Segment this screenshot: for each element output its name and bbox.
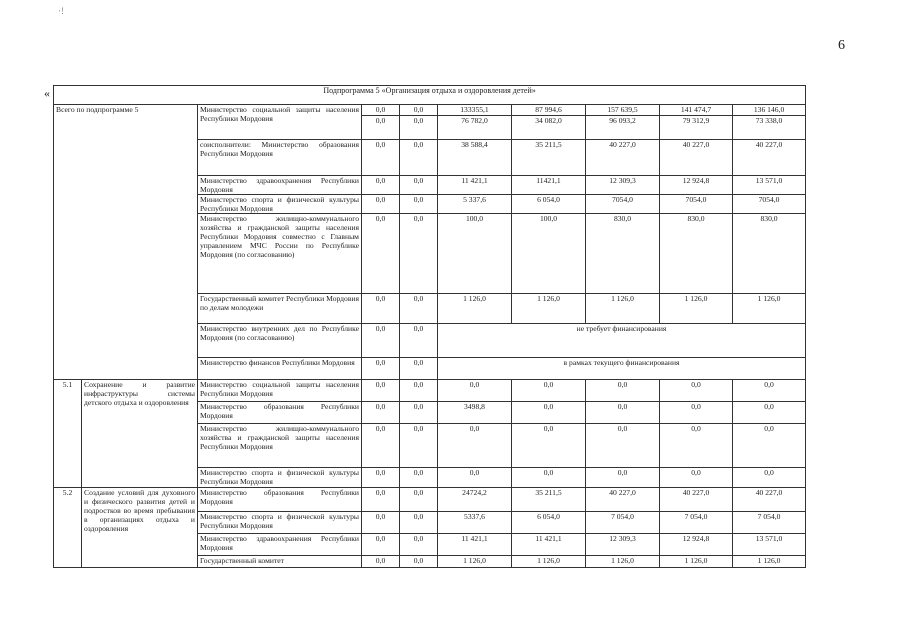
budget-table — [53, 85, 806, 568]
value-cell: 7 054,0 — [733, 512, 806, 534]
value-cell: 0,0 — [400, 488, 438, 512]
value-cell: 0,0 — [362, 358, 400, 380]
executor-cell: Министерство финансов Республики Мордовия — [198, 358, 362, 380]
value-cell: 0,0 — [400, 534, 438, 556]
value-cell: 6 054,0 — [512, 195, 586, 214]
value-cell: 1 126,0 — [733, 556, 806, 568]
value-cell: 0,0 — [362, 140, 400, 176]
value-cell: 0,0 — [362, 176, 400, 195]
total-label: Всего по подпрограмме 5 — [54, 105, 198, 380]
value-cell: 830,0 — [660, 214, 733, 294]
value-cell: 1 126,0 — [586, 556, 660, 568]
value-cell: 0,0 — [586, 468, 660, 488]
value-cell: 7054,0 — [733, 195, 806, 214]
value-cell: 0,0 — [400, 556, 438, 568]
value-cell: 11 421,1 — [512, 534, 586, 556]
value-cell: 0,0 — [438, 380, 512, 402]
executor-cell: Министерство образования Республики Мордовия — [198, 402, 362, 424]
value-cell: 38 588,4 — [438, 140, 512, 176]
value-cell: 0,0 — [362, 105, 400, 116]
value-cell: 0,0 — [400, 195, 438, 214]
section-5-1-name: Сохранение и развитие инфраструктуры системы детского отдыха и оздоровления — [82, 380, 198, 488]
value-cell: 100,0 — [438, 214, 512, 294]
value-cell: 13 571,0 — [733, 176, 806, 195]
value-cell: 0,0 — [362, 195, 400, 214]
value-cell: 0,0 — [733, 380, 806, 402]
value-cell: 40 227,0 — [733, 488, 806, 512]
value-cell: 830,0 — [733, 214, 806, 294]
executor-cell: Министерство образования Республики Мордовия — [198, 488, 362, 512]
value-cell: 0,0 — [586, 402, 660, 424]
value-cell: 1 126,0 — [660, 294, 733, 324]
value-cell: 7 054,0 — [586, 512, 660, 534]
executor-cell: Министерство внутренних дел по Республике Мордовия (по согласованию) — [198, 324, 362, 358]
value-cell: 7054,0 — [586, 195, 660, 214]
value-cell: 0,0 — [362, 556, 400, 568]
executor-cell: Министерство жилищно-коммунального хозяйства и гражданской защиты населения Республики Мордовия совместно с Главным управлением МЧС России по Республике Мордовия (по согласованию) — [198, 214, 362, 294]
value-cell: 157 639,5 — [586, 105, 660, 116]
value-cell: 100,0 — [512, 214, 586, 294]
financing-note: в рамках текущего финансирования — [438, 358, 806, 380]
value-cell: 0,0 — [400, 380, 438, 402]
value-cell: 0,0 — [400, 294, 438, 324]
value-cell: 7054,0 — [660, 195, 733, 214]
value-cell: 0,0 — [400, 105, 438, 116]
section-5-1-number: 5.1 — [54, 380, 82, 488]
value-cell: 0,0 — [660, 468, 733, 488]
value-cell: 40 227,0 — [660, 488, 733, 512]
value-cell: 40 227,0 — [733, 140, 806, 176]
value-cell: 87 994,6 — [512, 105, 586, 116]
value-cell: 0,0 — [400, 358, 438, 380]
value-cell: 1 126,0 — [733, 294, 806, 324]
value-cell: 40 227,0 — [586, 140, 660, 176]
value-cell: 5337,6 — [438, 512, 512, 534]
value-cell: 0,0 — [400, 176, 438, 195]
value-cell: 1 126,0 — [512, 556, 586, 568]
executor-cell: Министерство здравоохранения Республики Мордовия — [198, 176, 362, 195]
value-cell: 0,0 — [438, 424, 512, 468]
executor-cell: Министерство спорта и физической культуры Республики Мордовия — [198, 468, 362, 488]
value-cell: 0,0 — [512, 402, 586, 424]
value-cell: 141 474,7 — [660, 105, 733, 116]
value-cell: 0,0 — [362, 424, 400, 468]
financing-note: не требует финансирования — [438, 324, 806, 358]
subprogram-title: Подпрограмма 5 «Организация отдыха и оздоровления детей» — [54, 86, 806, 105]
value-cell: 1 126,0 — [438, 294, 512, 324]
quote-mark: « — [44, 86, 50, 100]
value-cell: 0,0 — [512, 380, 586, 402]
page-number: 6 — [838, 38, 845, 53]
value-cell: 0,0 — [362, 402, 400, 424]
value-cell: 11 421,1 — [438, 534, 512, 556]
table-title-row — [54, 86, 806, 105]
value-cell: 11 421,1 — [438, 176, 512, 195]
value-cell: 0,0 — [438, 468, 512, 488]
value-cell: 7 054,0 — [660, 512, 733, 534]
executor-cell: Министерство социальной защиты населения Республики Мордовия — [198, 380, 362, 402]
executor-cell: Министерство спорта и физической культуры Республики Мордовия — [198, 195, 362, 214]
value-cell: 1 126,0 — [512, 294, 586, 324]
value-cell: 13 571,0 — [733, 534, 806, 556]
value-cell: 0,0 — [400, 116, 438, 140]
value-cell: 830,0 — [586, 214, 660, 294]
value-cell: 6 054,0 — [512, 512, 586, 534]
section-5-2-name: Создание условий для духовного и физического развития детей и подростков во время пребывания в организациях отдыха и оздоровления — [82, 488, 198, 568]
value-cell: 5 337,6 — [438, 195, 512, 214]
value-cell: 0,0 — [586, 380, 660, 402]
value-cell: 0,0 — [733, 424, 806, 468]
value-cell: 34 082,0 — [512, 116, 586, 140]
value-cell: 0,0 — [362, 512, 400, 534]
value-cell: 0,0 — [362, 534, 400, 556]
section-5-2-number: 5.2 — [54, 488, 82, 568]
value-cell: 0,0 — [362, 324, 400, 358]
table-row — [54, 105, 806, 116]
value-cell: 12 924,8 — [660, 534, 733, 556]
value-cell: 1 126,0 — [438, 556, 512, 568]
value-cell: 0,0 — [400, 214, 438, 294]
value-cell: 73 338,0 — [733, 116, 806, 140]
value-cell: 0,0 — [400, 468, 438, 488]
value-cell: 0,0 — [660, 380, 733, 402]
value-cell: 24724,2 — [438, 488, 512, 512]
executor-cell: Государственный комитет Республики Мордовия по делам молодежи — [198, 294, 362, 324]
value-cell: 133355,1 — [438, 105, 512, 116]
value-cell: 40 227,0 — [660, 140, 733, 176]
executor-cell: Министерство социальной защиты населения Республики Мордовия — [198, 105, 362, 140]
executor-cell: Государственный комитет — [198, 556, 362, 568]
value-cell: 0,0 — [733, 402, 806, 424]
value-cell: 0,0 — [660, 402, 733, 424]
value-cell: 0,0 — [362, 294, 400, 324]
value-cell: 0,0 — [512, 424, 586, 468]
table-row — [54, 488, 806, 512]
value-cell: 11421,1 — [512, 176, 586, 195]
value-cell: 96 093,2 — [586, 116, 660, 140]
value-cell: 0,0 — [400, 424, 438, 468]
value-cell: 12 309,3 — [586, 176, 660, 195]
value-cell: 12 309,3 — [586, 534, 660, 556]
value-cell: 0,0 — [660, 424, 733, 468]
value-cell: 12 924,8 — [660, 176, 733, 195]
value-cell: 0,0 — [400, 140, 438, 176]
value-cell: 0,0 — [512, 468, 586, 488]
value-cell: 0,0 — [362, 116, 400, 140]
value-cell: 1 126,0 — [660, 556, 733, 568]
value-cell: 0,0 — [362, 488, 400, 512]
value-cell: 35 211,5 — [512, 488, 586, 512]
value-cell: 35 211,5 — [512, 140, 586, 176]
value-cell: 40 227,0 — [586, 488, 660, 512]
value-cell: 136 146,0 — [733, 105, 806, 116]
value-cell: 0,0 — [362, 380, 400, 402]
executor-cell: соисполнители: Министерство образования Республики Мордовия — [198, 140, 362, 176]
value-cell: 0,0 — [400, 402, 438, 424]
value-cell: 79 312,9 — [660, 116, 733, 140]
value-cell: 76 782,0 — [438, 116, 512, 140]
value-cell: 0,0 — [400, 512, 438, 534]
table-row — [54, 380, 806, 402]
value-cell: 0,0 — [400, 324, 438, 358]
corner-mark: ·! — [58, 6, 64, 16]
executor-cell: Министерство жилищно-коммунального хозяйства и гражданской защиты населения Республики Мордовия — [198, 424, 362, 468]
executor-cell: Министерство здравоохранения Республики Мордовия — [198, 534, 362, 556]
value-cell: 1 126,0 — [586, 294, 660, 324]
value-cell: 0,0 — [362, 468, 400, 488]
value-cell: 0,0 — [586, 424, 660, 468]
value-cell: 0,0 — [362, 214, 400, 294]
value-cell: 0,0 — [733, 468, 806, 488]
executor-cell: Министерство спорта и физической культуры Республики Мордовия — [198, 512, 362, 534]
value-cell: 3498,8 — [438, 402, 512, 424]
